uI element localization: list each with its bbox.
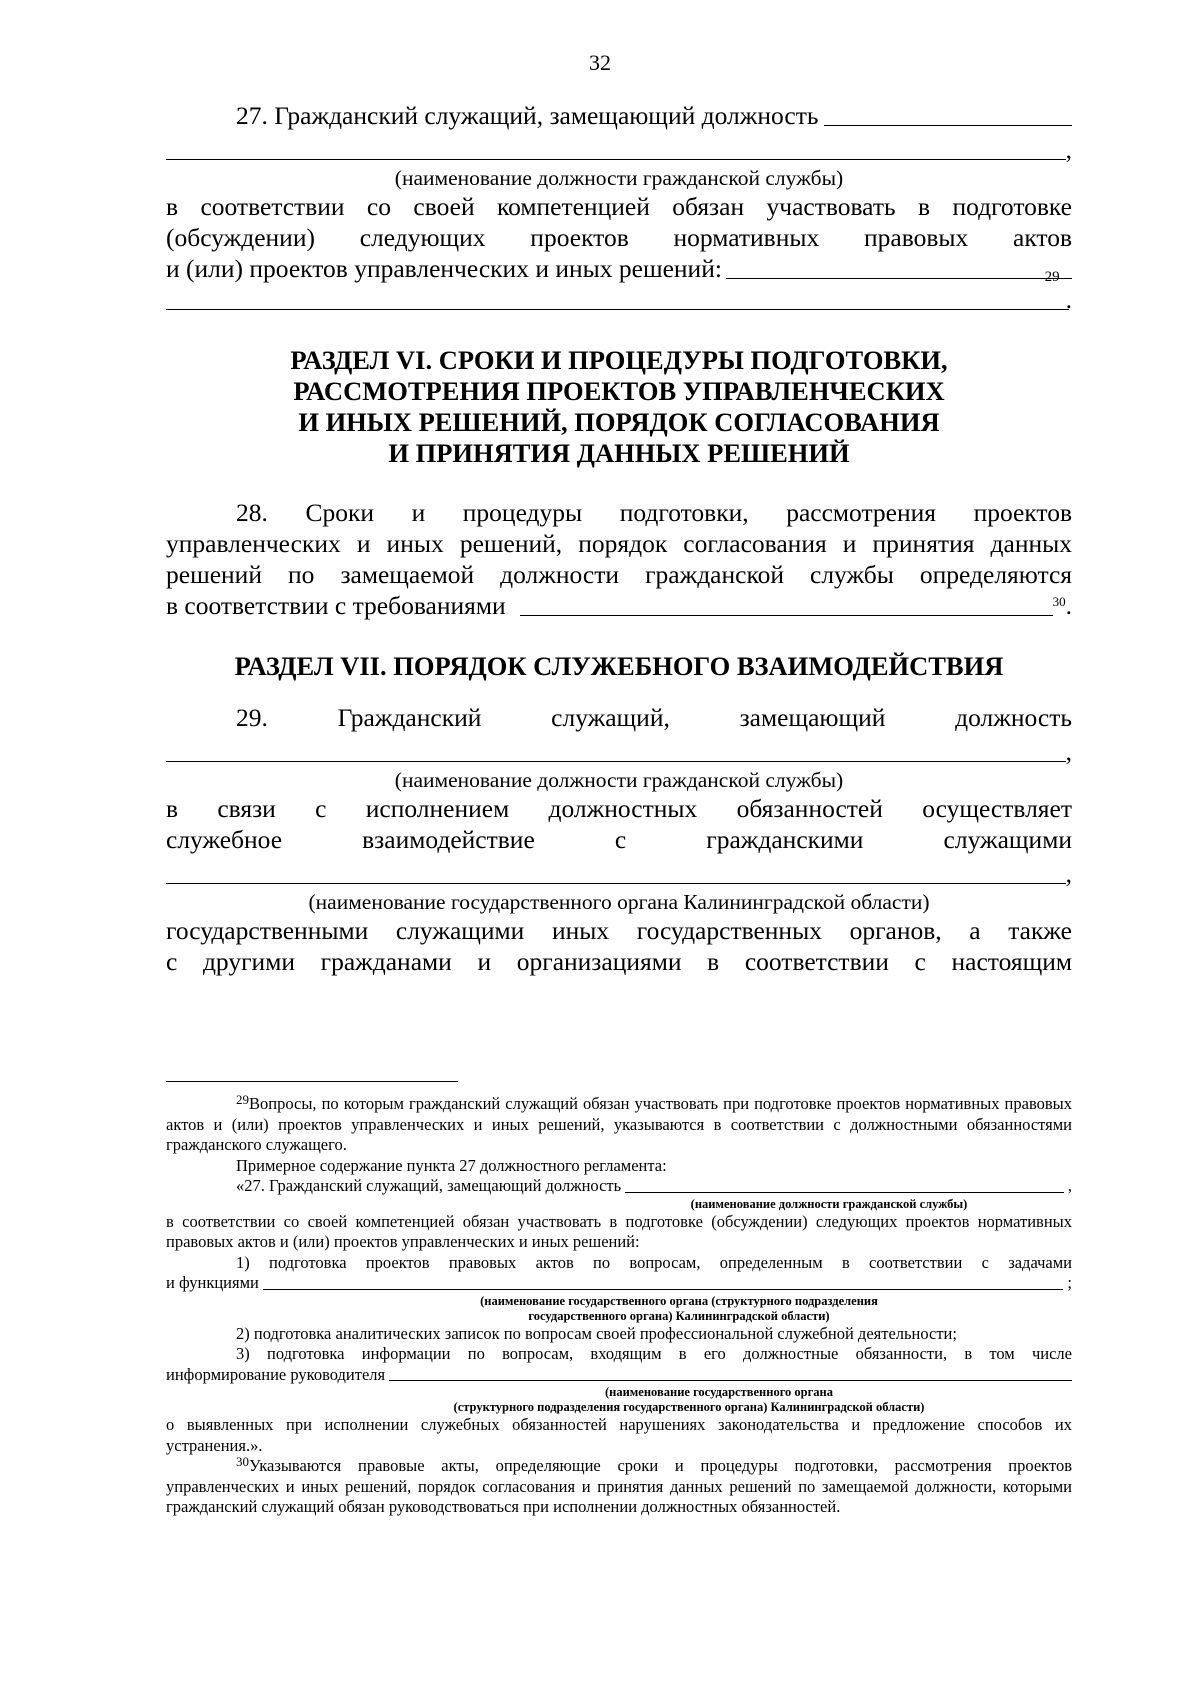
page-number: 32: [589, 50, 611, 75]
p27-dot: .: [1065, 285, 1072, 314]
item1-tail-row: [166, 1273, 1072, 1294]
p27-comma: ,: [1065, 135, 1072, 164]
p29-position-blank: [166, 739, 1066, 762]
p29-caption2: (наименование государственного органа Калининградской области): [308, 890, 930, 914]
p28-line4-row: [166, 590, 1072, 621]
p27-position-blank-2: [166, 137, 1066, 160]
item1-caption1: (наименование государственного органа (структурного подразделения: [480, 1293, 878, 1308]
item3-tail-row: [166, 1365, 1072, 1386]
p27-blank-row: [166, 131, 1072, 165]
p27-footnote-ref: 29: [1044, 269, 1060, 285]
p27-caption: (наименование должности гражданской службы): [394, 166, 844, 190]
footnote-30: [166, 1456, 1072, 1518]
p28-dot: .: [1065, 591, 1072, 620]
q27-caption: (наименование должности гражданской службы): [690, 1196, 968, 1211]
item1-tail: и функциями: [166, 1273, 259, 1292]
p29-blank-row: [166, 733, 1072, 767]
p27-position-blank: [824, 103, 1072, 126]
p29-organ-blank: [166, 861, 1066, 884]
item1-semicolon: ;: [1067, 1273, 1072, 1292]
footnote-30-mark: 30: [236, 1454, 249, 1469]
footnote-separator: [166, 1081, 458, 1082]
p29-line5: с другими гражданами и организациями в соответствии с настоящим: [166, 947, 1072, 976]
p29-line1: 29. Гражданский служащий, замещающий должность: [236, 703, 1072, 732]
q27-comma: ,: [1067, 1176, 1072, 1195]
item1-organ-blank: [263, 1275, 1064, 1290]
section6-heading: [166, 345, 1072, 469]
p28-line1: 28. Сроки и процедуры подготовки, рассмотрения проектов: [236, 498, 1072, 527]
section6-line4: И ПРИНЯТИЯ ДАННЫХ РЕШЕНИЙ: [388, 438, 850, 468]
q27-intro: «27. Гражданский служащий, замещающий должность: [236, 1176, 622, 1195]
section6-line1: РАЗДЕЛ VI. СРОКИ И ПРОЦЕДУРЫ ПОДГОТОВКИ,: [290, 345, 948, 375]
q27-position-blank: [625, 1178, 1064, 1193]
p27-intro: 27. Гражданский служащий, замещающий должность: [236, 101, 819, 130]
item3-caption2: (структурного подразделения государственного органа) Калининградской области): [453, 1400, 925, 1414]
p29-line2: в связи с исполнением должностных обязанностей осуществляет: [166, 794, 1072, 823]
p27-decisions-blank: [726, 256, 1072, 279]
section7-heading: РАЗДЕЛ VII. ПОРЯДОК СЛУЖЕБНОГО ВЗАИМОДЕЙСТВИЯ: [234, 651, 1004, 681]
q27-text: в соответствии со своей компетенцией обязан участвовать в подготовке (обсуждении) следующих проектов нормативных правовых актов и (или) проектов управленческих и иных решений:: [166, 1211, 1072, 1251]
p29-line3: служебное взаимодействие с гражданскими служащими: [166, 825, 1072, 854]
item3-end: о выявленных при исполнении служебных обязанностей нарушениях законодательства и предложение способов их устранения.».: [166, 1415, 1072, 1455]
footnotes: [166, 1094, 1072, 1518]
footnote-29-mark: 29: [236, 1092, 249, 1107]
p29-line4: государственными служащими иных государственных органов, а также: [166, 916, 1072, 945]
p28-footnote-ref: 30: [1052, 594, 1066, 609]
item3-text: 3) подготовка информации по вопросам, входящим в его должностные обязанности, в том числе: [236, 1344, 1072, 1363]
p28-line3: решений по замещаемой должности гражданской службы определяются: [166, 560, 1072, 589]
p27-line1: в соответствии со своей компетенцией обязан участвовать в подготовке: [166, 192, 1072, 221]
example-intro: Примерное содержание пункта 27 должностного регламента:: [236, 1155, 667, 1175]
item1-text: 1) подготовка проектов правовых актов по вопросам, определенным в соответствии с задачами: [236, 1252, 1072, 1272]
section6-line2: РАССМОТРЕНИЯ ПРОЕКТОВ УПРАВЛЕНЧЕСКИХ: [293, 376, 945, 406]
footnote-29: [166, 1094, 1072, 1156]
p27-line2: (обсуждении) следующих проектов нормативных правовых актов: [166, 223, 1072, 252]
p29-organ-row: [166, 855, 1072, 889]
p29-comma2: ,: [1065, 859, 1072, 888]
p27-decisions-blank-2: [166, 287, 1069, 310]
footnote-29-text: Вопросы, по которым гражданский служащий обязан участвовать при подготовке проектов нормативных правовых актов и (или) проектов управленческих и иных решений, указываются в соответствии с должностными обязанностями гражданского служащего.: [166, 1094, 1072, 1154]
item3-organ-blank: [389, 1366, 1072, 1381]
item3-caption1: (наименование государственного органа: [604, 1385, 834, 1399]
footnote-30-text: Указываются правовые акты, определяющие сроки и процедуры подготовки, рассмотрения проектов управленческих и иных решений, порядок согласования и принятия данных решений по замещаемой должности, которыми гражданский служащий обязан руководствоваться при исполнении должностных обязанностей.: [166, 1456, 1072, 1516]
p28-line2: управленческих и иных решений, порядок согласования и принятия данных: [166, 529, 1072, 558]
p28-requirements-blank: [520, 593, 1053, 616]
p27-line3-row: [166, 253, 1072, 284]
p27-line3: и (или) проектов управленческих и иных решений:: [166, 254, 722, 283]
main-text: [166, 100, 1072, 977]
p27-last-row: [166, 269, 1072, 315]
p28-line4: в соответствии с требованиями: [166, 591, 506, 620]
q27-intro-row: [166, 1176, 1072, 1197]
item1-caption2: государственного органа) Калининградской области): [528, 1308, 830, 1323]
item2-text: 2) подготовка аналитических записок по вопросам своей профессиональной служебной деятельности;: [236, 1323, 957, 1343]
p27-intro-row: [166, 100, 1072, 131]
p29-comma: ,: [1065, 737, 1072, 766]
section6-line3: И ИНЫХ РЕШЕНИЙ, ПОРЯДОК СОГЛАСОВАНИЯ: [298, 407, 940, 437]
p29-caption1: (наименование должности гражданской службы): [394, 768, 844, 792]
item3-tail: информирование руководителя: [166, 1364, 386, 1384]
